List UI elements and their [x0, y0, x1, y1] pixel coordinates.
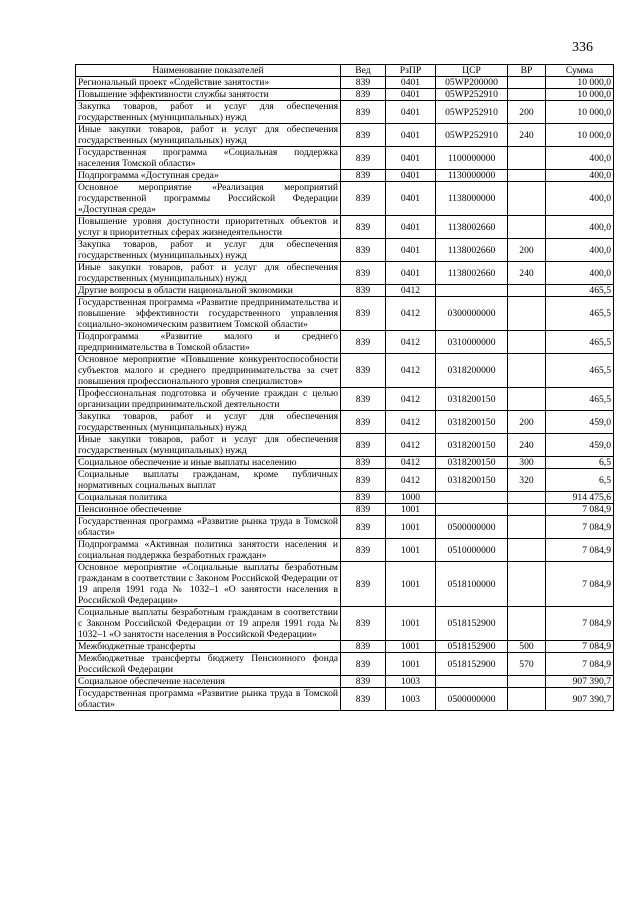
cell-rzpr: 0401 — [386, 89, 436, 101]
table-row — [76, 101, 614, 124]
table-row — [76, 457, 614, 469]
cell-rzpr: 0412 — [386, 331, 436, 354]
cell-rzpr: 0401 — [386, 124, 436, 147]
cell-csr: 0318200150 — [436, 411, 508, 434]
cell-vr — [508, 297, 546, 331]
cell-ved: 839 — [341, 607, 386, 641]
cell-rzpr: 1001 — [386, 539, 436, 562]
cell-csr: 05WP252910 — [436, 101, 508, 124]
cell-ved: 839 — [341, 562, 386, 607]
table-row — [76, 641, 614, 653]
table-row — [76, 77, 614, 89]
table-row — [76, 354, 614, 388]
cell-ved: 839 — [341, 434, 386, 457]
cell-csr: 0310000000 — [436, 331, 508, 354]
cell-ved: 839 — [341, 354, 386, 388]
cell-ved: 839 — [341, 411, 386, 434]
cell-sum: 400,0 — [546, 262, 614, 285]
cell-ved: 839 — [341, 216, 386, 239]
cell-vr: 200 — [508, 239, 546, 262]
cell-vr — [508, 492, 546, 504]
cell-sum: 914 475,6 — [546, 492, 614, 504]
cell-vr — [508, 539, 546, 562]
cell-vr — [508, 285, 546, 297]
cell-sum: 7 084,9 — [546, 607, 614, 641]
cell-csr: 0510000000 — [436, 539, 508, 562]
cell-sum: 10 000,0 — [546, 101, 614, 124]
table-row — [76, 653, 614, 676]
cell-vr — [508, 354, 546, 388]
cell-name: Закупка товаров, работ и услуг для обеспечения государственных (муниципальных) нужд — [76, 101, 341, 124]
cell-ved: 839 — [341, 653, 386, 676]
cell-sum: 400,0 — [546, 216, 614, 239]
cell-ved: 839 — [341, 492, 386, 504]
table-header-row — [76, 65, 614, 77]
cell-ved: 839 — [341, 101, 386, 124]
table-row — [76, 331, 614, 354]
cell-csr: 1138002660 — [436, 262, 508, 285]
cell-rzpr: 1001 — [386, 504, 436, 516]
cell-name: Межбюджетные трансферты бюджету Пенсионного фонда Российской Федерации — [76, 653, 341, 676]
table-row — [76, 434, 614, 457]
table-row — [76, 297, 614, 331]
cell-sum: 459,0 — [546, 411, 614, 434]
cell-vr: 200 — [508, 411, 546, 434]
cell-sum: 7 084,9 — [546, 516, 614, 539]
cell-vr — [508, 388, 546, 411]
cell-sum: 10 000,0 — [546, 77, 614, 89]
cell-name: Основное мероприятие «Реализация мероприятий государственной программы Российской Федерации «Доступная среда» — [76, 182, 341, 216]
cell-vr — [508, 170, 546, 182]
cell-name: Подпрограмма «Доступная среда» — [76, 170, 341, 182]
cell-rzpr: 0412 — [386, 434, 436, 457]
cell-csr — [436, 492, 508, 504]
table-row — [76, 469, 614, 492]
table-row — [76, 239, 614, 262]
table-body — [76, 77, 614, 711]
cell-ved: 839 — [341, 285, 386, 297]
cell-csr — [436, 285, 508, 297]
cell-ved: 839 — [341, 516, 386, 539]
cell-name: Закупка товаров, работ и услуг для обеспечения государственных (муниципальных) нужд — [76, 239, 341, 262]
cell-sum: 465,5 — [546, 285, 614, 297]
cell-name: Другие вопросы в области национальной экономики — [76, 285, 341, 297]
cell-name: Повышение уровня доступности приоритетных объектов и услуг в приоритетных сферах жизнедеятельности — [76, 216, 341, 239]
cell-sum: 907 390,7 — [546, 676, 614, 688]
cell-name: Государственная программа «Развитие рынка труда в Томской области» — [76, 688, 341, 711]
cell-csr: 0318200000 — [436, 354, 508, 388]
budget-table — [75, 64, 614, 711]
cell-rzpr: 0412 — [386, 285, 436, 297]
cell-csr: 05WP200000 — [436, 77, 508, 89]
cell-sum: 6,5 — [546, 457, 614, 469]
table-row — [76, 388, 614, 411]
cell-name: Иные закупки товаров, работ и услуг для обеспечения государственных (муниципальных) нужд — [76, 124, 341, 147]
cell-name: Повышение эффективности службы занятости — [76, 89, 341, 101]
cell-csr — [436, 504, 508, 516]
cell-vr — [508, 562, 546, 607]
cell-rzpr: 0412 — [386, 297, 436, 331]
cell-vr: 240 — [508, 434, 546, 457]
cell-name: Подпрограмма «Активная политика занятости населения и социальная поддержка безработных граждан» — [76, 539, 341, 562]
cell-sum: 907 390,7 — [546, 688, 614, 711]
cell-name: Иные закупки товаров, работ и услуг для обеспечения государственных (муниципальных) нужд — [76, 434, 341, 457]
cell-sum: 10 000,0 — [546, 124, 614, 147]
cell-vr — [508, 331, 546, 354]
cell-rzpr: 0401 — [386, 77, 436, 89]
cell-rzpr: 0401 — [386, 170, 436, 182]
cell-sum: 459,0 — [546, 434, 614, 457]
cell-csr: 0518152900 — [436, 641, 508, 653]
cell-csr — [436, 676, 508, 688]
table-row — [76, 216, 614, 239]
cell-ved: 839 — [341, 504, 386, 516]
cell-sum: 7 084,9 — [546, 641, 614, 653]
cell-name: Социальное обеспечение населения — [76, 676, 341, 688]
cell-vr — [508, 89, 546, 101]
cell-sum: 10 000,0 — [546, 89, 614, 101]
page-number: 336 — [572, 40, 593, 55]
cell-ved: 839 — [341, 676, 386, 688]
cell-sum: 7 084,9 — [546, 653, 614, 676]
cell-ved: 839 — [341, 89, 386, 101]
cell-csr: 1100000000 — [436, 147, 508, 170]
table-row — [76, 89, 614, 101]
cell-rzpr: 1000 — [386, 492, 436, 504]
cell-vr — [508, 676, 546, 688]
cell-rzpr: 0401 — [386, 101, 436, 124]
cell-rzpr: 0401 — [386, 182, 436, 216]
table-row — [76, 688, 614, 711]
cell-vr — [508, 77, 546, 89]
cell-csr: 0518100000 — [436, 562, 508, 607]
cell-name: Социальные выплаты гражданам, кроме публичных нормативных социальных выплат — [76, 469, 341, 492]
cell-name: Социальные выплаты безработным гражданам в соответствии с Законом Российской Федерации от 19 апреля 1991 года № 1032–1 «О занятости населения в Российской Федерации» — [76, 607, 341, 641]
cell-name: Пенсионное обеспечение — [76, 504, 341, 516]
cell-ved: 839 — [341, 388, 386, 411]
cell-name: Иные закупки товаров, работ и услуг для обеспечения государственных (муниципальных) нужд — [76, 262, 341, 285]
cell-rzpr: 1003 — [386, 688, 436, 711]
cell-rzpr: 1001 — [386, 607, 436, 641]
cell-vr: 200 — [508, 101, 546, 124]
cell-ved: 839 — [341, 641, 386, 653]
cell-name: Основное мероприятие «Социальные выплаты безработным гражданам в соответствии с Законом Российской Федерации от 19 апреля 1991 года № 1032–1 «О занятости населения в Российской Федерации» — [76, 562, 341, 607]
cell-csr: 0300000000 — [436, 297, 508, 331]
cell-ved: 839 — [341, 688, 386, 711]
cell-ved: 839 — [341, 457, 386, 469]
cell-name: Профессиональная подготовка и обучение граждан с целью организации предпринимательской деятельности — [76, 388, 341, 411]
cell-ved: 839 — [341, 331, 386, 354]
table-row — [76, 504, 614, 516]
cell-sum: 6,5 — [546, 469, 614, 492]
table-row — [76, 607, 614, 641]
cell-vr — [508, 688, 546, 711]
cell-rzpr: 0401 — [386, 239, 436, 262]
cell-name: Межбюджетные трансферты — [76, 641, 341, 653]
cell-csr: 05WP252910 — [436, 124, 508, 147]
cell-sum: 465,5 — [546, 297, 614, 331]
cell-rzpr: 0401 — [386, 216, 436, 239]
cell-rzpr: 0412 — [386, 388, 436, 411]
table-row — [76, 147, 614, 170]
cell-ved: 839 — [341, 239, 386, 262]
cell-csr: 0500000000 — [436, 516, 508, 539]
cell-ved: 839 — [341, 170, 386, 182]
cell-rzpr: 1001 — [386, 562, 436, 607]
header-sum: Сумма — [546, 65, 614, 77]
cell-vr — [508, 182, 546, 216]
cell-csr: 0500000000 — [436, 688, 508, 711]
cell-csr: 05WP252910 — [436, 89, 508, 101]
cell-csr: 0318200150 — [436, 434, 508, 457]
cell-sum: 465,5 — [546, 388, 614, 411]
cell-name: Подпрограмма «Развитие малого и среднего предпринимательства в Томской области» — [76, 331, 341, 354]
cell-vr: 570 — [508, 653, 546, 676]
cell-name: Социальное обеспечение и иные выплаты населению — [76, 457, 341, 469]
header-name: Наименование показателей — [76, 65, 341, 77]
cell-ved: 839 — [341, 262, 386, 285]
table-row — [76, 285, 614, 297]
cell-sum: 7 084,9 — [546, 539, 614, 562]
cell-ved: 839 — [341, 124, 386, 147]
cell-ved: 839 — [341, 77, 386, 89]
table-row — [76, 262, 614, 285]
cell-vr: 500 — [508, 641, 546, 653]
cell-csr: 1138002660 — [436, 216, 508, 239]
cell-rzpr: 1001 — [386, 516, 436, 539]
cell-ved: 839 — [341, 147, 386, 170]
table-row — [76, 562, 614, 607]
cell-csr: 0318200150 — [436, 469, 508, 492]
header-ved: Вед — [341, 65, 386, 77]
cell-csr: 0518152900 — [436, 653, 508, 676]
cell-sum: 465,5 — [546, 354, 614, 388]
cell-sum: 465,5 — [546, 331, 614, 354]
cell-sum: 400,0 — [546, 182, 614, 216]
cell-rzpr: 0401 — [386, 262, 436, 285]
cell-vr — [508, 607, 546, 641]
table-row — [76, 676, 614, 688]
header-vr: ВР — [508, 65, 546, 77]
cell-ved: 839 — [341, 182, 386, 216]
cell-rzpr: 0412 — [386, 354, 436, 388]
table-row — [76, 182, 614, 216]
header-rzpr: РзПР — [386, 65, 436, 77]
cell-sum: 7 084,9 — [546, 562, 614, 607]
header-csr: ЦСР — [436, 65, 508, 77]
cell-name: Государственная программа «Социальная поддержка населения Томской области» — [76, 147, 341, 170]
cell-vr: 300 — [508, 457, 546, 469]
cell-rzpr: 1001 — [386, 653, 436, 676]
cell-name: Социальная политика — [76, 492, 341, 504]
cell-csr: 1138000000 — [436, 182, 508, 216]
table-row — [76, 411, 614, 434]
cell-name: Региональный проект «Содействие занятости» — [76, 77, 341, 89]
cell-name: Государственная программа «Развитие рынка труда в Томской области» — [76, 516, 341, 539]
cell-vr: 320 — [508, 469, 546, 492]
cell-csr: 1138002660 — [436, 239, 508, 262]
table-row — [76, 124, 614, 147]
cell-sum: 400,0 — [546, 239, 614, 262]
cell-ved: 839 — [341, 297, 386, 331]
table-row — [76, 170, 614, 182]
cell-rzpr: 0412 — [386, 469, 436, 492]
cell-vr: 240 — [508, 124, 546, 147]
cell-name: Основное мероприятие «Повышение конкурентоспособности субъектов малого и среднего предпринимательства за счет повышения профессионального уровня специалистов» — [76, 354, 341, 388]
cell-sum: 7 084,9 — [546, 504, 614, 516]
cell-ved: 839 — [341, 469, 386, 492]
table-row — [76, 516, 614, 539]
cell-rzpr: 1001 — [386, 641, 436, 653]
cell-csr: 1130000000 — [436, 170, 508, 182]
cell-vr — [508, 147, 546, 170]
cell-vr — [508, 504, 546, 516]
cell-rzpr: 0412 — [386, 457, 436, 469]
cell-vr — [508, 516, 546, 539]
cell-vr: 240 — [508, 262, 546, 285]
cell-name: Закупка товаров, работ и услуг для обеспечения государственных (муниципальных) нужд — [76, 411, 341, 434]
cell-csr: 0518152900 — [436, 607, 508, 641]
cell-rzpr: 0412 — [386, 411, 436, 434]
table-row — [76, 539, 614, 562]
cell-csr: 0318200150 — [436, 388, 508, 411]
cell-vr — [508, 216, 546, 239]
cell-rzpr: 1003 — [386, 676, 436, 688]
cell-name: Государственная программа «Развитие предпринимательства и повышение эффективности государственного управления социально-экономическим развитием Томской области» — [76, 297, 341, 331]
cell-sum: 400,0 — [546, 170, 614, 182]
cell-sum: 400,0 — [546, 147, 614, 170]
cell-rzpr: 0401 — [386, 147, 436, 170]
cell-ved: 839 — [341, 539, 386, 562]
table-row — [76, 492, 614, 504]
cell-csr: 0318200150 — [436, 457, 508, 469]
